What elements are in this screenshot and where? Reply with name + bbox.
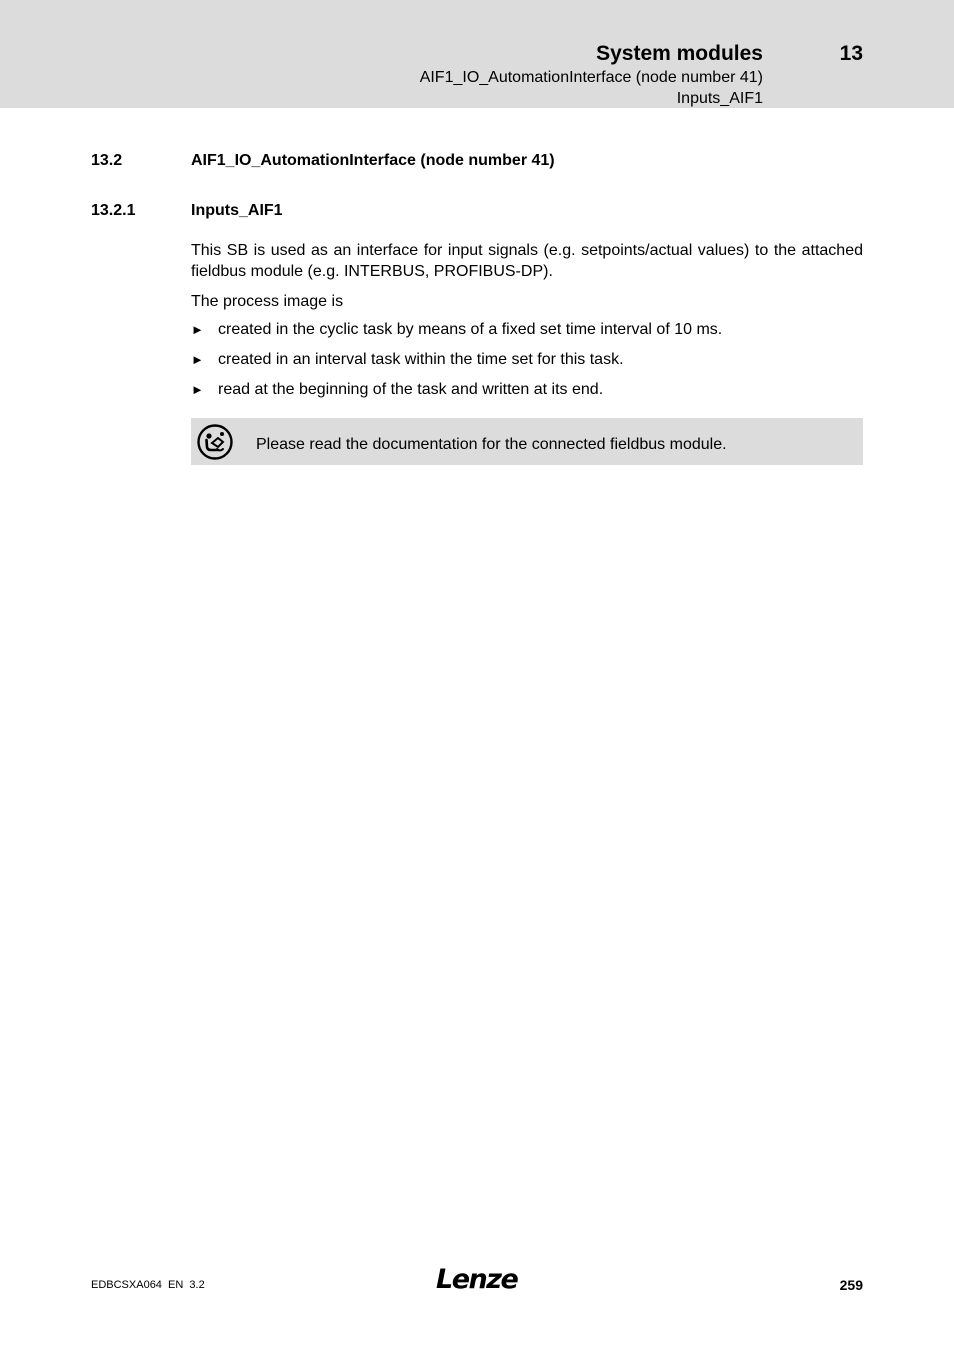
documentation-note-icon	[196, 423, 234, 461]
chapter-number: 13	[839, 42, 863, 65]
document-id: EDBCSXA064 EN 3.2	[91, 1279, 205, 1291]
page-number: 259	[839, 1277, 863, 1293]
header-subtitle-subsection: Inputs_AIF1	[676, 90, 763, 107]
list-item-text: read at the beginning of the task and written at its end.	[218, 381, 604, 398]
header-subtitle-section: AIF1_IO_AutomationInterface (node number 41)	[419, 69, 763, 86]
page-header	[0, 0, 954, 108]
note-text: Please read the documentation for the connected fieldbus module.	[256, 436, 727, 453]
bullet-arrow-icon: ►	[191, 382, 204, 397]
list-item	[191, 380, 863, 410]
section-number: 13.2	[91, 152, 123, 169]
list-item	[191, 350, 863, 380]
list-item-text: created in the cyclic task by means of a fixed set time interval of 10 ms.	[218, 321, 723, 338]
lenze-logo: Lenze	[436, 1264, 518, 1295]
subsection-number: 13.2.1	[91, 202, 136, 219]
bullet-arrow-icon: ►	[191, 322, 204, 337]
subsection-title: Inputs_AIF1	[191, 202, 283, 219]
note-box	[191, 418, 863, 465]
intro-paragraph: This SB is used as an interface for input signals (e.g. setpoints/actual values) to the attached fieldbus module (e.g. INTERBUS, PROFIBUS-DP).	[191, 242, 863, 280]
section-title: AIF1_IO_AutomationInterface (node number 41)	[191, 152, 555, 169]
chapter-title: System modules	[596, 42, 763, 65]
list-item	[191, 320, 863, 350]
bullet-list	[191, 320, 863, 410]
list-item-text: created in an interval task within the time set for this task.	[218, 351, 624, 368]
lead-paragraph: The process image is	[191, 293, 344, 310]
bullet-arrow-icon: ►	[191, 352, 204, 367]
